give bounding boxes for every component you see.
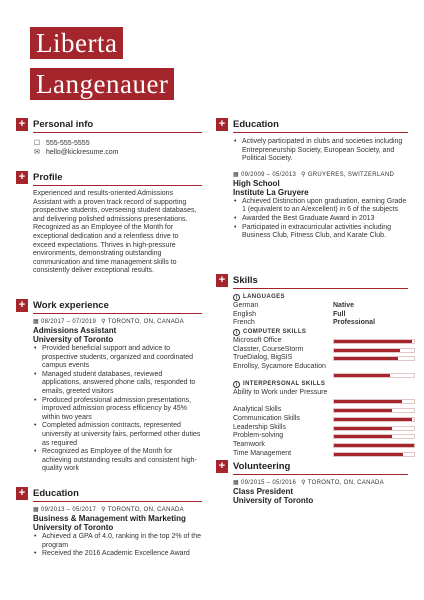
language-name: German [233,302,259,309]
edu-degree: Business & Management with Marketing [33,514,186,523]
skill-bar-fill [334,357,398,360]
plus-icon: + [16,171,28,184]
skill-bar-fill [334,435,392,438]
work-dates: 08/2017 – 07/2019 [40,319,97,325]
pin-icon: ⚲ [301,171,306,178]
list-item: • Achieved a GPA of 4.0, ranking in the top 2% of the program [33,533,202,550]
computer-skills-list [233,337,408,380]
interpersonal-heading [233,380,408,389]
section-profile [16,171,202,186]
skill-bar-fill [334,349,400,352]
section-rule [33,132,202,133]
list-item: • Actively participated in clubs and societies including Entrepreneurship Society, European Society, and Political Society. [233,138,408,164]
interpersonal-skills-list [233,389,408,458]
work-role: Admissions Assistant [33,326,117,335]
info-icon: i [233,381,240,388]
list-item: • Achieved Distinction upon graduation, earning Grade 1 (equivalent to an A/excellent) in 6 of the subjects [233,198,408,215]
section-education-right [216,118,408,133]
calendar-icon: ▦ [233,171,239,178]
section-rule [233,132,408,133]
list-item: • Received the 2016 Academic Excellence Award [33,550,202,559]
phone-row [33,139,202,148]
skill-row [233,346,408,355]
language-row [233,319,408,328]
language-row [233,302,408,311]
edu-org: University of Toronto [33,523,114,532]
plus-icon: + [216,274,228,287]
skill-bar [333,339,415,344]
skill-name: Classter, CourseStorm [233,345,304,353]
section-rule [33,185,202,186]
personal-info [33,139,202,157]
plus-icon: + [216,118,228,131]
section-rule [233,288,408,289]
email-row [33,148,202,157]
vol-org: University of Toronto [233,496,314,505]
skill-row [233,441,408,450]
pin-icon: ⚲ [301,480,306,486]
section-title: Personal info [33,119,94,130]
skill-bar [333,373,415,378]
vol-role: Class President [233,487,294,496]
language-level: Full [333,310,346,318]
skill-row [233,406,408,415]
edu-location: TORONTO, ON, CANADA [107,507,184,513]
skill-row [233,337,408,346]
hs-dates: 09/2009 – 05/2013 [240,171,297,178]
list-item: • Provided beneficial support and advice to prospective students, organized and coordinated campus events [33,345,202,371]
skill-row [233,424,408,433]
list-item: • Awarded the Best Graduate Award in 2013 [233,215,408,224]
skill-name: Microsoft Office [233,337,282,345]
skill-name: Leadership Skills [233,423,286,431]
hs-org: Institute La Gruyere [233,187,309,197]
envelope-icon: ✉ [34,149,40,156]
skill-name: Time Management [233,449,292,457]
skill-row [233,432,408,441]
work-meta [33,318,202,326]
section-rule [233,474,408,475]
info-icon: i [233,329,240,336]
skill-bar-fill [334,400,402,403]
vol-dates: 09/2015 – 05/2016 [240,480,297,486]
skill-bar-fill [334,409,392,412]
section-title: Volunteering [233,461,291,472]
hs-location: GRUYERES, SWITZERLAND [307,171,395,178]
work-bullets [33,345,202,474]
plus-icon: + [16,299,28,312]
skill-bar [333,408,415,413]
hs-bullets [233,198,408,241]
name-last: Langenauer [30,68,174,100]
skill-bar [333,443,415,448]
skill-bar-fill [334,374,390,377]
education-left-entry [33,506,202,559]
calendar-icon: ▦ [233,480,239,486]
skill-bar [333,348,415,353]
phone-icon: ☐ [33,140,41,147]
profile-text: Experienced and results-oriented Admissions Assistant with a proven track record of supporting prospective students, overseeing student databases, and delivering polished admissions presentations. Recognized as an Employee of the Month for exceptional dedication and a relentless drive to exceed expectations. Thrives in high-pressure environments, demonstrating outstanding communication and time management skills to consistently deliver exceptional results. [33,190,197,275]
section-volunteering [216,460,408,475]
skill-name: Enrollsy, Sycamore Education [233,363,326,371]
work-entry [33,318,202,474]
list-item: • Recognized as Employee of the Month for achieving outstanding results and consistent high-quality work [33,448,202,474]
skill-name: Analytical Skills [233,406,282,414]
hs-degree: High School [233,178,280,188]
section-skills [216,274,408,289]
skill-row [233,389,408,406]
list-item: • Completed admission contracts, represented university at university fairs, performed other duties as required [33,422,202,448]
section-title: Education [233,119,279,130]
skill-bar-fill [334,418,412,421]
skill-bar-fill [334,444,414,447]
languages-label: LANGUAGES [243,294,285,300]
language-name: French [233,319,255,327]
right-column [216,118,408,600]
skills-block [233,293,408,458]
skill-name: Teamwork [233,440,265,448]
edu-meta [33,506,202,514]
skill-row [233,354,408,363]
edu-cont-bullets [233,138,408,164]
edu-dates: 09/2013 – 05/2017 [40,507,97,513]
skill-name: Ability to Work under Pressure [233,389,328,397]
hs-meta [233,171,408,179]
vol-meta [233,479,408,487]
calendar-icon: ▦ [33,319,39,325]
language-name: English [233,310,256,318]
section-work [16,299,202,314]
vol-location: TORONTO, ON, CANADA [307,480,384,486]
skill-row [233,415,408,424]
skill-bar [333,434,415,439]
phone-text: 555-555-5555 [46,140,90,147]
skill-bar [333,426,415,431]
language-row [233,311,408,320]
edu-bullets [33,533,202,559]
calendar-icon: ▦ [33,507,39,513]
languages-heading [233,293,408,302]
skill-row [233,450,408,459]
volunteering-entry [233,479,408,505]
computer-heading [233,328,408,337]
list-item: • Participated in extracurricular activities including Business Club, Fitness Club, and Karate Club. [233,224,408,241]
education-right-entry [233,138,408,241]
interpersonal-label: INTERPERSONAL SKILLS [243,381,326,388]
skill-bar-fill [334,427,392,430]
skill-bar [333,356,415,361]
computer-label: COMPUTER SKILLS [243,329,307,336]
skill-row [233,363,408,380]
section-title: Education [33,488,79,499]
skill-bar-fill [334,340,412,343]
section-rule [33,501,202,502]
info-icon: i [233,294,240,301]
skill-name: TrueDialog, BigSIS [233,354,293,362]
pin-icon: ⚲ [101,319,106,325]
plus-icon: + [16,487,28,500]
list-item: • Produced professional admission presentations, improved admission process efficiency by 45% within two years [33,397,202,423]
section-title: Work experience [33,300,109,311]
work-location: TORONTO, ON, CANADA [107,319,184,325]
language-level: Professional [333,319,376,327]
pin-icon: ⚲ [101,507,106,513]
section-personal [16,118,202,133]
skill-bar [333,399,415,404]
work-org: University of Toronto [33,335,114,344]
skill-bar [333,417,415,422]
skill-name: Communication Skills [233,414,300,422]
list-item: • Managed student databases, reviewed applications, answered phone calls, responded to emails, greeted visitors [33,371,202,397]
skill-bar [333,452,415,457]
section-rule [33,313,202,314]
language-level: Native [333,302,355,309]
section-title: Skills [233,275,258,286]
section-education-left [16,487,202,502]
skill-name: Problem-solving [233,432,284,440]
plus-icon: + [216,460,228,473]
email-text: hello@kickresume.com [46,149,119,156]
left-column [16,118,202,600]
section-title: Profile [33,172,63,183]
plus-icon: + [16,118,28,131]
name-first: Liberta [30,27,123,59]
skill-bar-fill [334,453,403,456]
